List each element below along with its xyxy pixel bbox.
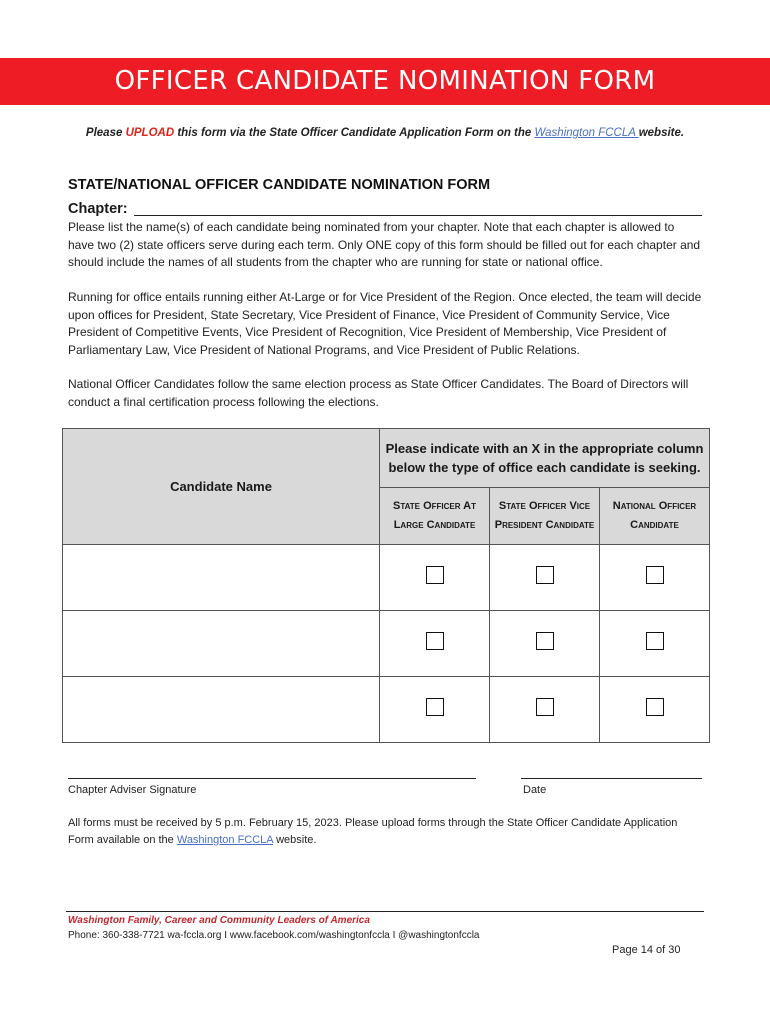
- vice-president-checkbox[interactable]: [536, 566, 554, 584]
- nomination-table: [62, 428, 710, 743]
- upload-note-text: website.: [638, 127, 685, 139]
- washington-fccla-link[interactable]: Washington FCCLA: [534, 127, 639, 139]
- footer-contact: Phone: 360-338-7721 wa-fccla.org I www.facebook.com/washingtonfccla I @washingtonfccla: [68, 930, 480, 941]
- upload-emphasis: UPLOAD: [125, 127, 175, 139]
- table-row: [63, 677, 710, 743]
- indicate-header: Please indicate with an X in the appropriate column below the type of office each candidate is seeking.: [380, 429, 710, 488]
- candidate-name-input[interactable]: [63, 545, 380, 611]
- footer-org: Washington Family, Career and Community Leaders of America: [68, 915, 370, 926]
- adviser-signature-label: Chapter Adviser Signature: [68, 784, 197, 796]
- table-row: [63, 545, 710, 611]
- chapter-field: [68, 200, 702, 218]
- national-checkbox[interactable]: [646, 698, 664, 716]
- deadline-text: All forms must be received by 5 p.m. February 15, 2023. Please upload forms through the State Officer Candidate Application Form available on the: [68, 817, 678, 846]
- national-checkbox[interactable]: [646, 566, 664, 584]
- title-banner: [0, 58, 770, 105]
- deadline-note: [68, 815, 688, 848]
- col-vice-president-header: State Officer Vice President Candidate: [490, 488, 600, 545]
- date-label: Date: [523, 784, 547, 796]
- national-paragraph: National Officer Candidates follow the same election process as State Officer Candidates. The Board of Directors will conduct a final certification process following the elections.: [68, 377, 689, 409]
- national-checkbox[interactable]: [646, 632, 664, 650]
- at-large-checkbox[interactable]: [426, 698, 444, 716]
- instructions-paragraph: Please list the name(s) of each candidate being nominated from your chapter. Note that each chapter is allowed to have two (2) state officers serve during each term. Only ONE copy of this form should be filled out for each chapter and should include the names of all students from the chapter who are running for state or national office.: [68, 220, 701, 269]
- at-large-checkbox[interactable]: [426, 566, 444, 584]
- chapter-input[interactable]: [134, 215, 702, 216]
- vice-president-checkbox[interactable]: [536, 698, 554, 716]
- candidate-name-header: Candidate Name: [63, 429, 380, 545]
- upload-note-text: this form via the State Officer Candidate Application Form on the: [174, 127, 535, 139]
- table-row: [63, 611, 710, 677]
- chapter-label: Chapter:: [68, 201, 128, 217]
- form-heading: STATE/NATIONAL OFFICER CANDIDATE NOMINATION FORM: [68, 177, 491, 193]
- upload-note-text: Please: [85, 127, 126, 139]
- page-number: Page 14 of 30: [612, 944, 681, 956]
- col-national-header: National Officer Candidate: [600, 488, 710, 545]
- candidate-name-input[interactable]: [63, 611, 380, 677]
- washington-fccla-link[interactable]: Washington FCCLA: [176, 833, 274, 846]
- page-title: OFFICER CANDIDATE NOMINATION FORM: [114, 66, 656, 96]
- date-line[interactable]: [521, 778, 702, 779]
- upload-note: [0, 127, 770, 139]
- adviser-signature-line[interactable]: [68, 778, 476, 779]
- offices-paragraph: Running for office entails running either At-Large or for Vice President of the Region. Once elected, the team will decide upon offices for President, State Secretary, Vice President of Finance, Vice President of Community Service, Vice President of Competitive Events, Vice President of Recognition, Vice President of Membership, Vice President of Parliamentary Law, Vice President of National Programs, and Vice President of Public Relations.: [68, 290, 702, 357]
- at-large-checkbox[interactable]: [426, 632, 444, 650]
- vice-president-checkbox[interactable]: [536, 632, 554, 650]
- candidate-name-input[interactable]: [63, 677, 380, 743]
- deadline-text: website.: [273, 833, 317, 846]
- footer-divider: [66, 911, 704, 912]
- col-at-large-header: State Officer At Large Candidate: [380, 488, 490, 545]
